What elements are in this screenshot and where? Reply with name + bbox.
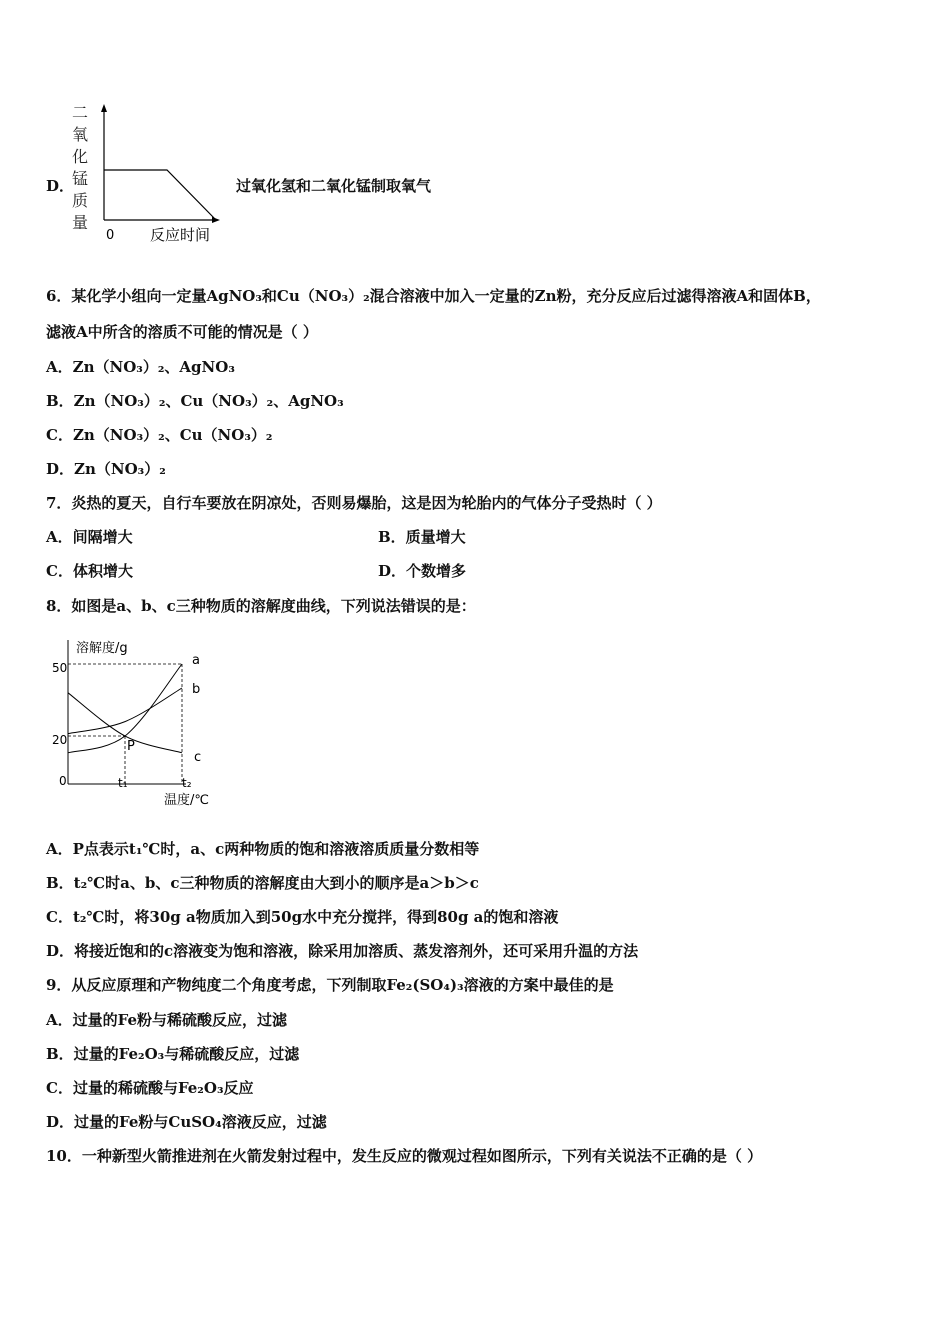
q6-option-c: C．Zn（NO₃）₂、Cu（NO₃）₂ — [46, 426, 273, 444]
curve-label-c: c — [194, 749, 202, 765]
x-axis-label: 温度/℃ — [164, 793, 209, 808]
q7-option-d: D．个数增多 — [378, 562, 467, 580]
q6-stem-line-2: 滤液A中所含的溶质不可能的情况是（ ） — [46, 323, 318, 341]
x-axis-label: 反应时间 — [150, 226, 211, 244]
curve-label-a: a — [192, 653, 200, 668]
curve-label-b: b — [192, 682, 201, 697]
series-line-mno2 — [104, 170, 216, 220]
x-tick-label-t1: t₁ — [118, 776, 128, 790]
solubility-chart — [44, 632, 224, 812]
q8-stem: 8．如图是a、b、c三种物质的溶解度曲线，下列说法错误的是： — [46, 597, 476, 615]
q9-option-c: C．过量的稀硫酸与Fe₂O₃反应 — [46, 1079, 254, 1097]
q7-option-a: A．间隔增大 — [46, 528, 133, 546]
q9-stem: 9．从反应原理和产物纯度二个角度考虑，下列制取Fe₂(SO₄)₃溶液的方案中最佳的是 — [46, 976, 614, 994]
q7-option-b: B．质量增大 — [378, 528, 466, 546]
y-label-char: 氧 — [71, 125, 89, 144]
q9-option-b: B．过量的Fe₂O₃与稀硫酸反应，过滤 — [46, 1045, 300, 1063]
point-p-label: P — [127, 739, 135, 754]
q9-option-a: A．过量的Fe粉与稀硫酸反应，过滤 — [46, 1011, 288, 1029]
x-tick-label-t2: t₂ — [182, 776, 192, 790]
q6-stem-line-1: 6．某化学小组向一定量AgNO₃和Cu（NO₃）₂混合溶液中加入一定量的Zn粉，充分反应后过滤得溶液A和固体B， — [46, 287, 821, 305]
origin-label: 0 — [59, 774, 67, 788]
y-label-char: 质 — [71, 191, 89, 210]
q6-option-d: D．Zn（NO₃）₂ — [46, 460, 166, 478]
y-label-char: 量 — [71, 213, 89, 232]
q10-stem: 10．一种新型火箭推进剂在火箭发射过程中，发生反应的微观过程如图所示，下列有关说法不正确的是（ ） — [46, 1147, 763, 1165]
y-tick-label-20: 20 — [52, 733, 68, 747]
y-axis-arrow — [101, 104, 107, 112]
q6-option-a: A．Zn（NO₃）₂、AgNO₃ — [46, 358, 235, 376]
q8-option-c: C．t₂℃时，将30g a物质加入到50g水中充分搅拌，得到80g a的饱和溶液 — [46, 908, 559, 926]
origin-label: 0 — [106, 228, 115, 243]
y-tick-label-50: 50 — [52, 661, 68, 675]
y-label-char: 化 — [71, 147, 89, 166]
q9-option-d: D．过量的Fe粉与CuSO₄溶液反应，过滤 — [46, 1113, 327, 1131]
manganese-dioxide-chart — [70, 100, 230, 245]
y-label-char: 锰 — [71, 169, 89, 188]
y-axis-label: 溶解度/g — [76, 641, 128, 656]
curve-b — [68, 688, 182, 734]
q5-option-d-caption: 过氧化氢和二氧化锰制取氧气 — [236, 177, 432, 195]
q8-option-d: D．将接近饱和的c溶液变为饱和溶液，除采用加溶质、蒸发溶剂外，还可采用升温的方法 — [46, 942, 639, 960]
q7-option-c: C．体积增大 — [46, 562, 133, 580]
q8-option-a: A．P点表示t₁℃时，a、c两种物质的饱和溶液溶质质量分数相等 — [46, 840, 480, 858]
y-label-char: 二 — [71, 103, 89, 122]
q6-option-b: B．Zn（NO₃）₂、Cu（NO₃）₂、AgNO₃ — [46, 392, 344, 410]
q5-option-d-letter: D． — [46, 177, 75, 195]
q8-option-b: B．t₂℃时a、b、c三种物质的溶解度由大到小的顺序是a＞b＞c — [46, 874, 479, 892]
curve-a — [68, 664, 182, 753]
q7-stem: 7．炎热的夏天，自行车要放在阴凉处，否则易爆胎，这是因为轮胎内的气体分子受热时（ ） — [46, 494, 662, 512]
y-axis-label — [72, 103, 88, 232]
